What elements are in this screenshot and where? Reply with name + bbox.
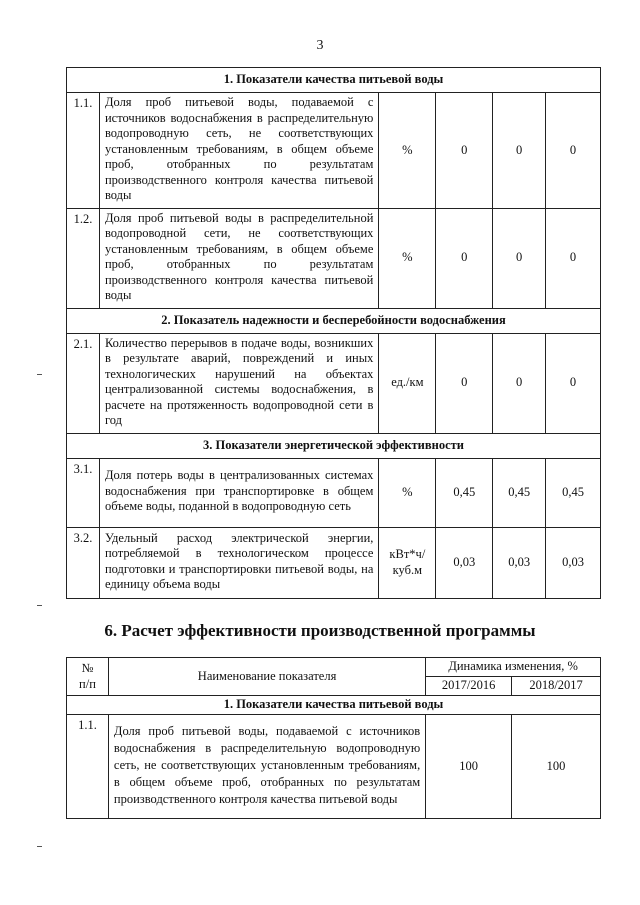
value-cell: 0 — [436, 208, 493, 308]
section-title: 3. Показатели энергетической эффективности — [67, 433, 601, 458]
unit-cell: % — [379, 208, 436, 308]
section-title: 2. Показатель надежности и бесперебойности водоснабжения — [67, 308, 601, 333]
row-number: 1.2. — [67, 208, 100, 308]
section-header-row — [67, 696, 601, 715]
row-number: 3.2. — [67, 527, 100, 598]
section-header-row — [67, 433, 601, 458]
margin-mark — [37, 374, 42, 375]
section-title: 1. Показатели качества питьевой воды — [67, 696, 601, 715]
value-cell: 0,45 — [546, 458, 601, 527]
number-header — [67, 658, 109, 696]
indicator-description: Доля потерь воды в централизованных системах водоснабжения при транспортировке в общем объеме воды, поданной в водопроводную сеть — [99, 458, 378, 527]
value-cell: 0 — [546, 208, 601, 308]
efficiency-table — [66, 657, 601, 819]
period-header: 2017/2016 — [426, 677, 512, 696]
row-number: 2.1. — [67, 333, 100, 433]
row-number: 1.1. — [67, 93, 100, 209]
unit-cell: % — [379, 458, 436, 527]
table-row — [67, 458, 601, 527]
value-cell: 0 — [493, 93, 546, 209]
value-cell: 0,03 — [546, 527, 601, 598]
value-cell: 0 — [493, 333, 546, 433]
name-header: Наименование показателя — [108, 658, 425, 696]
table-row — [67, 208, 601, 308]
value-cell: 0,45 — [493, 458, 546, 527]
section-title: 1. Показатели качества питьевой воды — [67, 68, 601, 93]
value-cell: 0,03 — [493, 527, 546, 598]
header-row — [67, 658, 601, 677]
margin-mark — [37, 846, 42, 847]
unit-cell: % — [379, 93, 436, 209]
value-cell: 100 — [426, 715, 512, 819]
page-number: 3 — [316, 38, 324, 53]
section-header-row — [67, 68, 601, 93]
number-header-line: № — [81, 661, 94, 675]
value-cell: 0 — [546, 93, 601, 209]
table-row — [67, 93, 601, 209]
row-number: 1.1. — [67, 715, 109, 819]
indicator-description: Удельный расход электрической энергии, потребляемой в технологическом процессе подготовки и транспортировки питьевой воды, на единицу объема воды — [99, 527, 378, 598]
value-cell: 100 — [512, 715, 601, 819]
table-row — [67, 715, 601, 819]
indicator-description: Количество перерывов в подаче воды, возникших в результате аварий, повреждений и иных технологических нарушений на объектах централизованной системы водоснабжения, в расчете на протяженность водопроводной сети в год — [99, 333, 378, 433]
unit-line: кВт*ч/ — [389, 547, 426, 561]
unit-line: куб.м — [392, 562, 423, 577]
indicator-description: Доля проб питьевой воды, подаваемой с источников водоснабжения в распределительную водопроводную сеть, не соответствующих установленным требованиям, в общем объеме проб, отобранных по результатам производственного контроля качества питьевой воды — [99, 93, 378, 209]
indicator-description: Доля проб питьевой воды в распределительной водопроводной сети, не соответствующих установленным требованиям, в общем объеме проб, отобранных по результатам производственного контроля качества питьевой воды — [99, 208, 378, 308]
number-header-line: п/п — [79, 676, 96, 691]
table-row — [67, 527, 601, 598]
value-cell: 0,03 — [436, 527, 493, 598]
row-number: 3.1. — [67, 458, 100, 527]
indicator-description: Доля проб питьевой воды, подаваемой с источников водоснабжения в распределительную водопроводную сеть, не соответствующих установленным требованиям, в общем объеме проб, отобранных по результатам производственного контроля качества питьевой воды — [108, 715, 425, 819]
value-cell: 0 — [436, 333, 493, 433]
unit-cell: ед./км — [379, 333, 436, 433]
period-header: 2018/2017 — [512, 677, 601, 696]
value-cell: 0 — [436, 93, 493, 209]
section-6-heading: 6. Расчет эффективности производственной программы — [104, 621, 536, 640]
section-header-row — [67, 308, 601, 333]
unit-cell — [379, 527, 436, 598]
value-cell: 0 — [546, 333, 601, 433]
indicators-table — [66, 67, 601, 599]
value-cell: 0,45 — [436, 458, 493, 527]
value-cell: 0 — [493, 208, 546, 308]
dynamics-header: Динамика изменения, % — [426, 658, 601, 677]
table-row — [67, 333, 601, 433]
margin-mark — [37, 605, 42, 606]
